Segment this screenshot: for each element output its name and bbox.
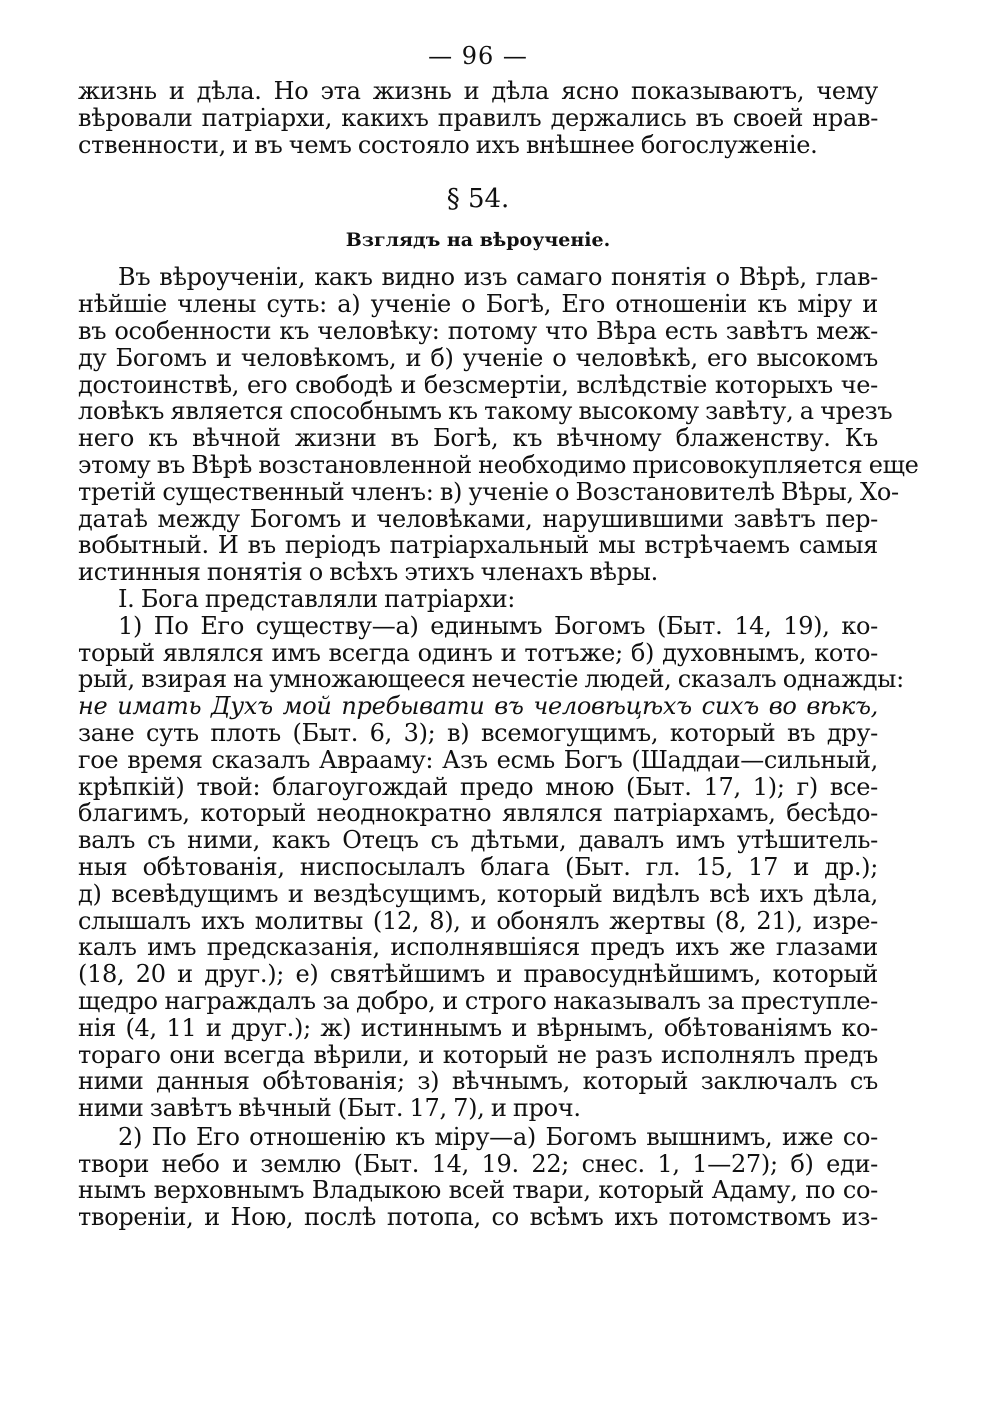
text-line: ними данныя обѣтованія; з) вѣчнымъ, который заключалъ съ — [78, 1067, 878, 1096]
text-line: Въ вѣроученіи, какъ видно изъ самаго понятія о Вѣрѣ, глав- — [118, 263, 878, 292]
text-line: нѣйшіе члены суть: а) ученіе о Богѣ, Его отношеніи къ міру и — [78, 290, 878, 319]
paragraph-god-relation-world — [78, 1124, 878, 1231]
text-line: (18, 20 и друг.); е) святѣйшимъ и правосуднѣйшимъ, который — [78, 960, 878, 989]
text-line: твореніи, и Ною, послѣ потопа, со всѣмъ ихъ потомствомъ из- — [78, 1203, 878, 1232]
text-line: въ особенности къ человѣку: потому что Вѣра есть завѣтъ меж- — [78, 316, 878, 345]
text-line: датаѣ между Богомъ и человѣками, нарушившими завѣтъ пер- — [78, 504, 878, 533]
text-line: гое время сказалъ Аврааму: Азъ есмь Богъ (Шаддаи—сильный, — [78, 745, 878, 774]
paragraph-god-heading — [78, 586, 878, 613]
text-line: крѣпкій) твой: благоугождай предо мною (Быт. 17, 1); г) все- — [78, 772, 878, 801]
text-line: ними завѣтъ вѣчный (Быт. 17, 7), и проч. — [78, 1094, 581, 1123]
text-line: него къ вѣчной жизни въ Богѣ, къ вѣчному блаженству. Къ — [78, 424, 878, 453]
document-page — [78, 40, 919, 1232]
text-line: зане суть плоть (Быт. 6, 3); в) всемогущимъ, который въ дру- — [78, 718, 878, 747]
text-line: благимъ, который неоднократно являлся патріархамъ, бесѣдо- — [78, 799, 878, 828]
text-line: жизнь и дѣла. Но эта жизнь и дѣла ясно показываютъ, чему — [78, 77, 878, 105]
text-line: слышалъ ихъ молитвы (12, 8), и обонялъ жертвы (8, 21), изре- — [78, 906, 878, 935]
text-line: истинныя понятія о всѣхъ этихъ членахъ вѣры. — [78, 558, 658, 587]
text-line: ду Богомъ и человѣкомъ, и б) ученіе о человѣкѣ, его высокомъ — [78, 343, 878, 372]
intro-paragraph — [78, 78, 878, 158]
section-title: Взглядъ на вѣроученіе. — [345, 229, 611, 252]
text-line: достоинствѣ, его свободѣ и безсмертіи, вслѣдствіе которыхъ че- — [78, 370, 878, 399]
text-line: 2) По Его отношенію къ міру—а) Богомъ вышнимъ, иже со- — [118, 1122, 878, 1151]
text-line: торый являлся имъ всегда одинъ и тотъже; б) духовнымъ, кото- — [78, 638, 878, 667]
text-line: щедро награждалъ за добро, и строго наказывалъ за преступле- — [78, 986, 878, 1015]
text-line: ловѣкъ является способнымъ къ такому высокому завѣту, а чрезъ — [78, 397, 893, 426]
text-line: I. Бога представляли патріархи: — [118, 584, 516, 613]
text-line: этому въ Вѣрѣ возстановленной необходимо присовокупляется еще — [78, 450, 919, 479]
section-number: § 54. — [446, 184, 510, 215]
text-line: 1) По Его существу—а) единымъ Богомъ (Быт. 14, 19), ко- — [118, 611, 878, 640]
text-line: валъ съ ними, какъ Отецъ съ дѣтьми, давалъ имъ утѣшитель- — [78, 826, 878, 855]
text-line: вѣровали патріархи, какихъ правилъ держались въ своей нрав- — [78, 103, 878, 132]
page-number: — 96 — — [428, 42, 528, 70]
text-line: вобытный. И въ періодъ патріархальный мы встрѣчаемъ самыя — [78, 531, 878, 560]
text-line: рый, взирая на умножающееся нечестіе людей, сказалъ однажды: — [78, 665, 904, 694]
paragraph-god-essence — [78, 611, 904, 1123]
text-line: не имать Духъ мой пребывати въ человѣцѣхъ сихъ во вѣкъ, — [78, 692, 878, 721]
text-line: нымъ верховнымъ Владыкою всей твари, который Адаму, по со- — [78, 1176, 878, 1205]
text-line: ственности, и въ чемъ состояло ихъ внѣшнее богослуженіе. — [78, 130, 818, 159]
text-line: тораго они всегда вѣрили, и который не разъ исполнялъ предъ — [78, 1040, 878, 1069]
paragraph-doctrine-overview — [78, 263, 919, 587]
text-line: д) всевѣдущимъ и вездѣсущимъ, который видѣлъ всѣ ихъ дѣла, — [78, 879, 878, 908]
text-line: твори небо и землю (Быт. 14, 19. 22; снес. 1, 1—27); б) еди- — [78, 1149, 878, 1178]
text-line: калъ имъ предсказанія, исполнявшіяся предъ ихъ же глазами — [78, 933, 878, 962]
text-line: третій существенный членъ: в) ученіе о Возстановителѣ Вѣры, Хо- — [78, 477, 899, 506]
text-line: ныя обѣтованія, ниспосылалъ блага (Быт. гл. 15, 17 и др.); — [78, 852, 878, 881]
text-line: нія (4, 11 и друг.); ж) истиннымъ и вѣрнымъ, обѣтованіямъ ко- — [78, 1013, 878, 1042]
